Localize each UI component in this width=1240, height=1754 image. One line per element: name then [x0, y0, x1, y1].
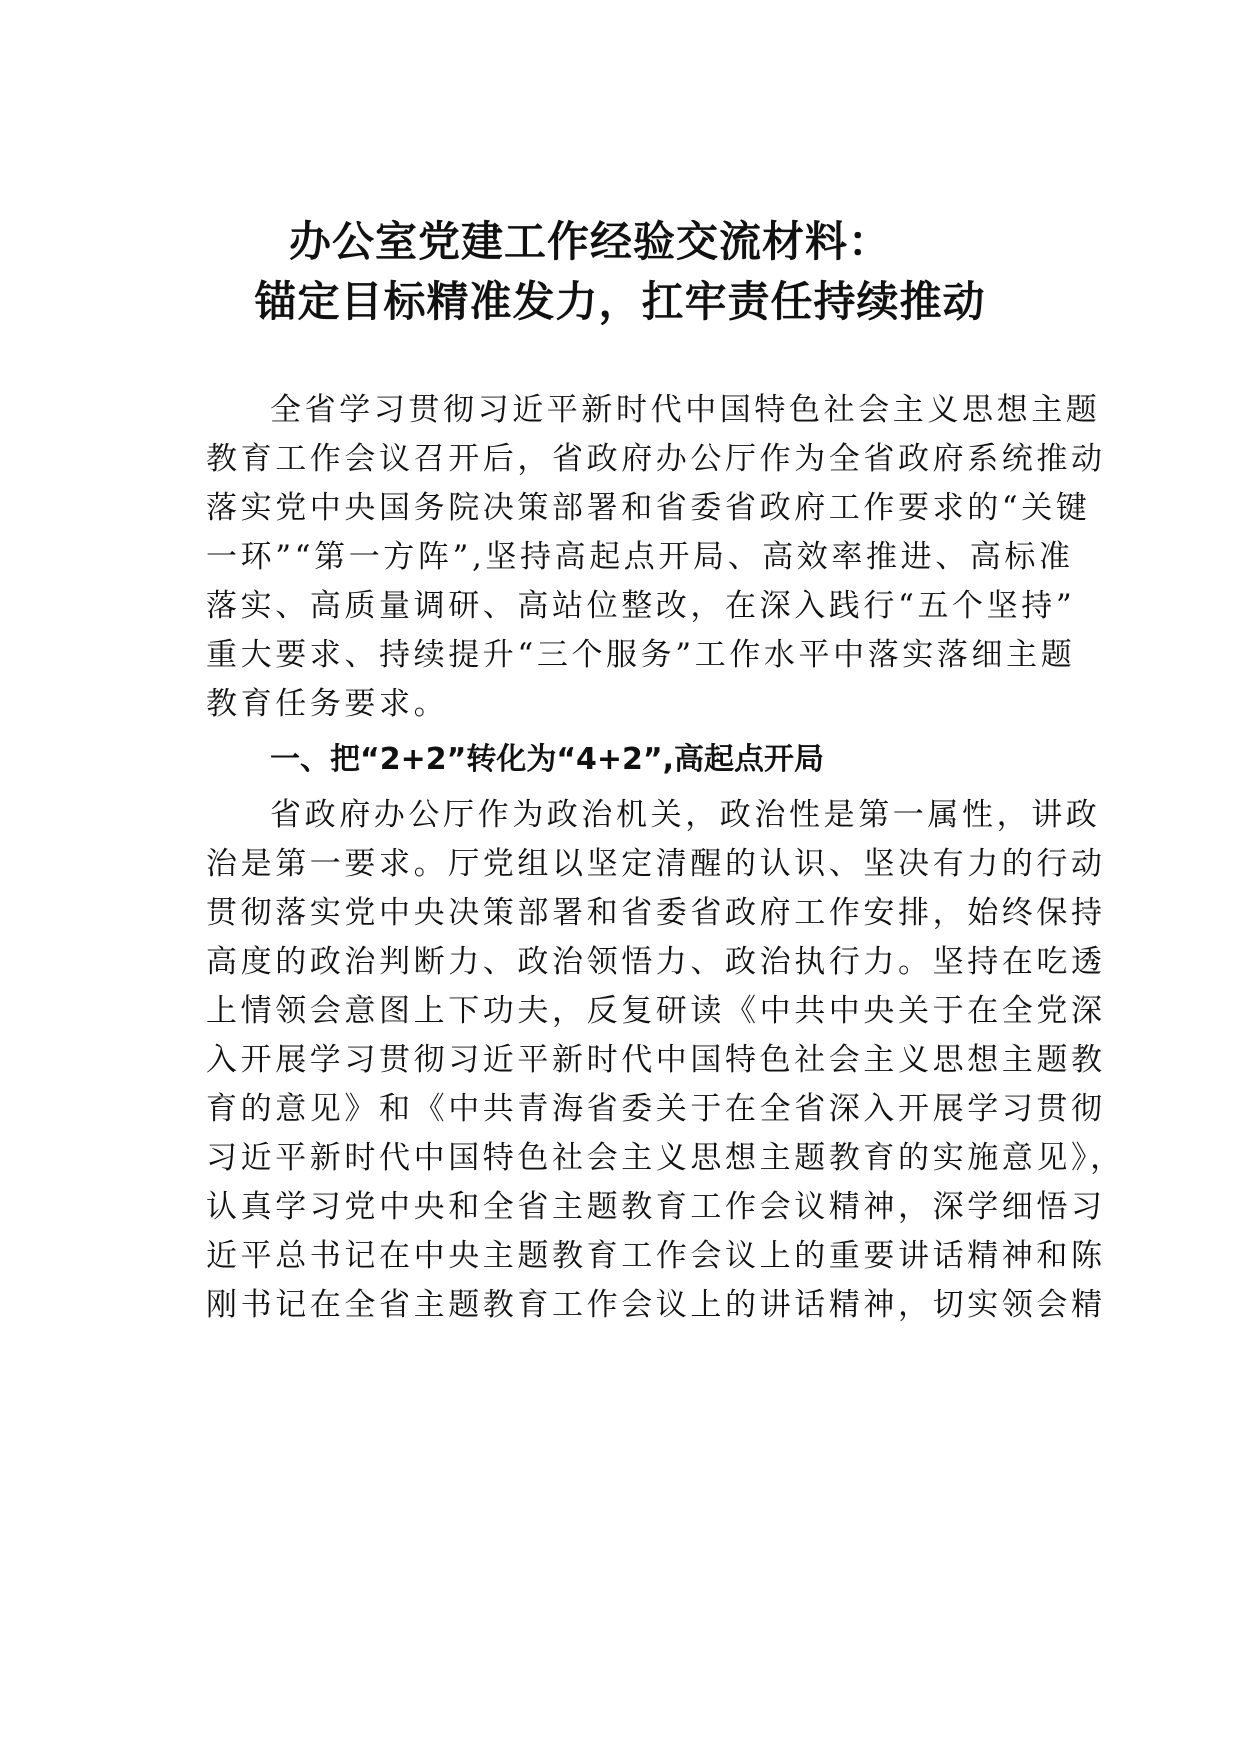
paragraph-line: 认真学习党中央和全省主题教育工作会议精神，深学细悟习 [206, 1189, 1106, 1225]
paragraph-line: 教育工作会议召开后，省政府办公厅作为全省政府系统推动 [206, 441, 1106, 477]
paragraph-2 [206, 791, 1125, 1330]
paragraph-line: 刚书记在全省主题教育工作会议上的讲话精神，切实领会精 [206, 1287, 1106, 1323]
paragraph-line: 高度的政治判断力、政治领悟力、政治执行力。坚持在吃透 [206, 944, 1106, 980]
paragraph-line: 一环”“第一方阵”,坚持高起点开局、高效率推进、高标准 [206, 539, 1074, 575]
paragraph-line: 落实党中央国务院决策部署和省委省政府工作要求的“关键 [206, 490, 1091, 526]
paragraph-line: 近平总书记在中央主题教育工作会议上的重要讲话精神和陈 [206, 1238, 1106, 1274]
paragraph-line: 习近平新时代中国特色社会主义思想主题教育的实施意见》， [206, 1140, 1125, 1176]
paragraph-line: 落实、高质量调研、高站位整改，在深入践行“五个坚持” [206, 588, 1076, 624]
section-heading-1: 一、把“2+2”转化为“4+2”,高起点开局 [270, 742, 825, 777]
title-line-1: 办公室党建工作经验交流材料： [288, 217, 891, 266]
paragraph-line: 入开展学习贯彻习近平新时代中国特色社会主义思想主题教 [206, 1042, 1106, 1078]
paragraph-line: 治是第一要求。厅党组以坚定清醒的认识、坚决有力的行动 [206, 846, 1106, 882]
document-body [206, 386, 1125, 1330]
paragraph-line: 全省学习贯彻习近平新时代中国特色社会主义思想主题 [270, 392, 1101, 428]
title-line-2: 锚定目标精准发力，扛牢责任持续推动 [254, 277, 986, 326]
paragraph-1 [206, 386, 1106, 729]
paragraph-line: 省政府办公厅作为政治机关，政治性是第一属性，讲政 [270, 797, 1101, 833]
paragraph-line: 教育任务要求。 [206, 686, 449, 722]
paragraph-line: 重大要求、持续提升“三个服务”工作水平中落实落细主题 [206, 637, 1076, 673]
document-title [0, 212, 1240, 332]
paragraph-line: 上情领会意图上下功夫，反复研读《中共中央关于在全党深 [206, 993, 1106, 1029]
paragraph-line: 育的意见》和《中共青海省委关于在全省深入开展学习贯彻 [206, 1091, 1106, 1127]
paragraph-line: 贯彻落实党中央决策部署和省委省政府工作安排，始终保持 [206, 895, 1106, 931]
